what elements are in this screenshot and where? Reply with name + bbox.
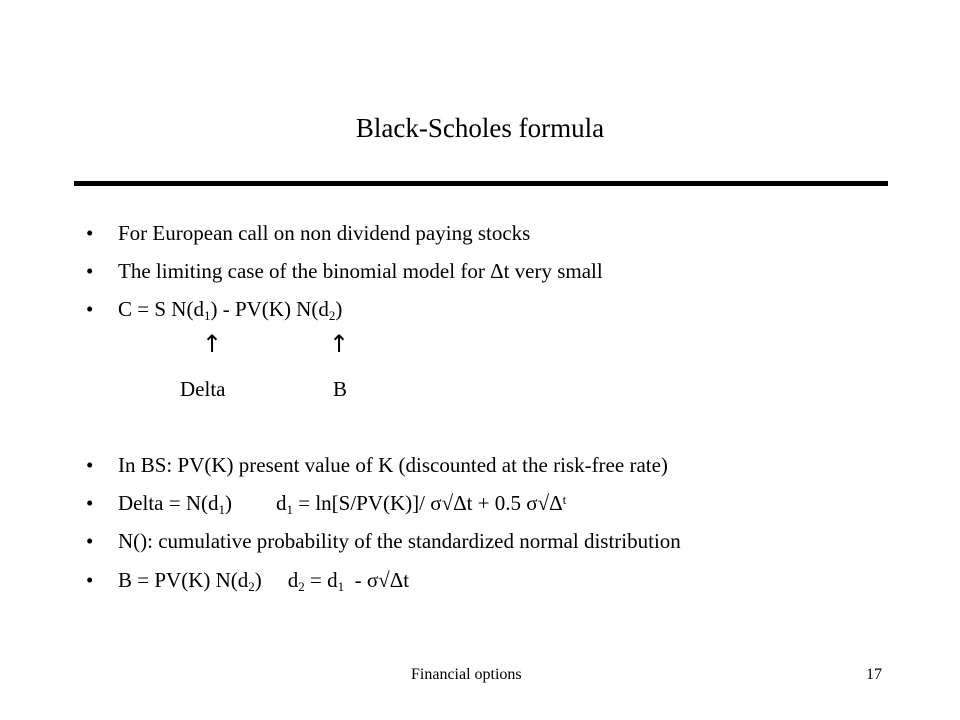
bullet-b-formula: [118, 566, 409, 594]
formula-text: B = PV(K) N(d: [118, 568, 249, 592]
subscript: 1: [218, 502, 225, 517]
bullet-european-call: For European call on non dividend paying stocks: [118, 221, 531, 245]
formula-text: ): [335, 297, 343, 321]
formula-text: Delta = N(d: [118, 491, 219, 515]
subscript: 1: [203, 308, 211, 323]
formula-text: d: [275, 491, 287, 515]
formula-text: = d: [304, 568, 338, 592]
b-label: B: [333, 377, 348, 401]
bullet-delta-formula: [118, 489, 566, 517]
subscript: 2: [328, 308, 336, 323]
bullet-glyph: •: [86, 221, 94, 245]
bullet-pvk-definition: In BS: PV(K) present value of K (discounted at the risk-free rate): [118, 453, 668, 477]
formula-text: ) - PV(K) N(d: [210, 297, 329, 321]
slide-title: Black-Scholes formula: [355, 113, 605, 143]
formula-text: - σ√Δt: [344, 568, 410, 592]
up-arrow-icon: ↑: [329, 330, 350, 358]
formula-text: ): [254, 568, 262, 592]
formula-text: d: [287, 568, 299, 592]
subscript: 1: [337, 579, 345, 594]
bullet-glyph: •: [86, 568, 94, 592]
formula-text: C = S N(d: [118, 297, 204, 321]
bullet-glyph: •: [86, 259, 94, 283]
subscript: 2: [248, 579, 255, 594]
page-number: 17: [866, 666, 882, 683]
superscript: t: [562, 492, 567, 507]
formula-text: ): [224, 491, 232, 515]
delta-label: Delta: [180, 377, 226, 401]
formula-text: = ln[S/PV(K)]/ σ√Δt + 0.5 σ√Δ: [292, 491, 563, 515]
footer-title: Financial options: [411, 666, 522, 683]
bullet-glyph: •: [86, 453, 94, 477]
title-divider: [74, 181, 888, 186]
bullet-glyph: •: [86, 297, 94, 321]
up-arrow-icon: ↑: [202, 330, 223, 358]
bullet-limiting-case: The limiting case of the binomial model for Δt very small: [118, 259, 603, 283]
bullet-glyph: •: [86, 491, 94, 515]
bullet-normal-cdf: N(): cumulative probability of the standardized normal distribution: [118, 529, 681, 553]
bullet-glyph: •: [86, 529, 94, 553]
call-price-formula: [118, 295, 342, 323]
subscript: 1: [286, 502, 293, 517]
subscript: 2: [298, 579, 305, 594]
